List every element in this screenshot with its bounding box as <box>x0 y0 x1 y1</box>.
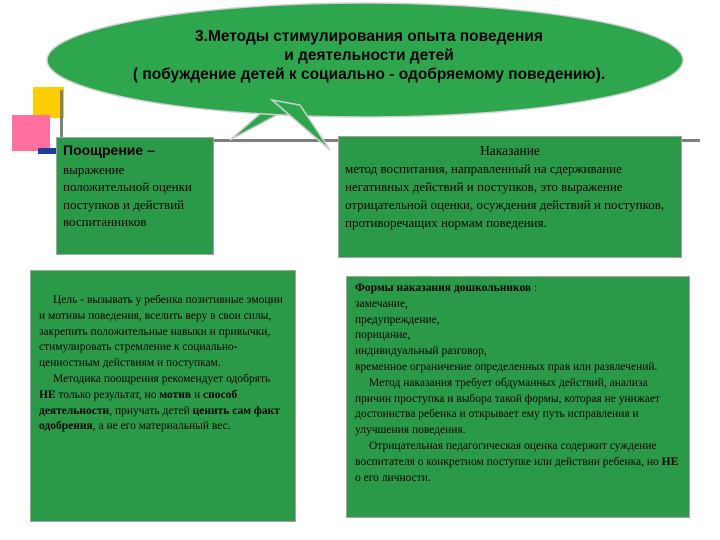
forms-heading: Формы наказания дошкольников <box>355 282 532 294</box>
title-line-1: 3.Методы стимулирования опыта поведения <box>195 28 543 45</box>
goal-emphasis-method: способ деятельности <box>39 388 238 417</box>
goal-text: , приучать детей <box>109 404 193 417</box>
punishment-forms-box <box>346 276 690 518</box>
forms-text: Отрицательная педагогическая оценка содержит суждение воспитателя о конкретном поступке или действии ребенка, но <box>355 439 662 468</box>
goal-text: , а не его материальный вес. <box>92 420 231 433</box>
goal-text: и <box>191 388 204 401</box>
forms-item: замечание, <box>355 297 408 310</box>
praise-box <box>56 137 214 255</box>
forms-item: предупреждение, <box>355 313 440 326</box>
forms-paragraph-3 <box>355 439 681 486</box>
goal-emphasis-fact: ценить сам факт одобрения <box>39 404 280 433</box>
praise-body: выражение положительной оценки поступков и действий воспитанников <box>63 161 192 229</box>
punishment-heading: Наказание <box>480 143 540 158</box>
goal-emphasis-motive: мотив <box>159 388 192 401</box>
title-line-3: ( побуждение детей к социально - одобряемому поведению). <box>132 66 606 83</box>
forms-heading-suffix: : <box>531 282 538 294</box>
title-line-2: и деятельности детей <box>284 47 454 64</box>
punishment-box <box>338 136 682 258</box>
forms-item: временное ограничение определенных прав или развлечений. <box>355 360 658 373</box>
forms-item: порицание, <box>355 329 411 342</box>
forms-paragraph-2: Метод наказания требует обдуманных действий, анализа причин проступка и выбора такой формы, которая не унижает достоинства ребенка и открывает ему путь исправления и улучшения поведения. <box>355 376 660 437</box>
page-title <box>72 27 666 84</box>
praise-heading: Поощрение – <box>63 142 155 158</box>
forms-emphasis-not: НЕ <box>661 455 679 468</box>
goal-emphasis-not: НЕ <box>39 388 56 401</box>
punishment-body: метод воспитания, направленный на сдерживание негативных действий и поступков, это выражение отрицательной оценки, осуждения действий и поступков, противоречащих нормам поведения. <box>345 161 665 230</box>
goal-paragraph-1: Цель - вызывать у ребенка позитивные эмоции и мотивы поведения, вселить веру в свои силы, закрепить положительные навыки и привычки, стимулировать стремление к социально-ценностным действиям и поступкам. <box>39 294 283 370</box>
goal-text: Методика поощрения рекомендует одобрять <box>53 372 271 385</box>
forms-text: о его личности. <box>355 471 431 484</box>
forms-heading-line <box>355 281 681 297</box>
goal-text: только результат, но <box>55 388 160 401</box>
forms-item: индивидуальный разговор, <box>355 345 487 358</box>
goal-paragraph-2 <box>39 372 287 435</box>
goal-box <box>30 270 296 522</box>
